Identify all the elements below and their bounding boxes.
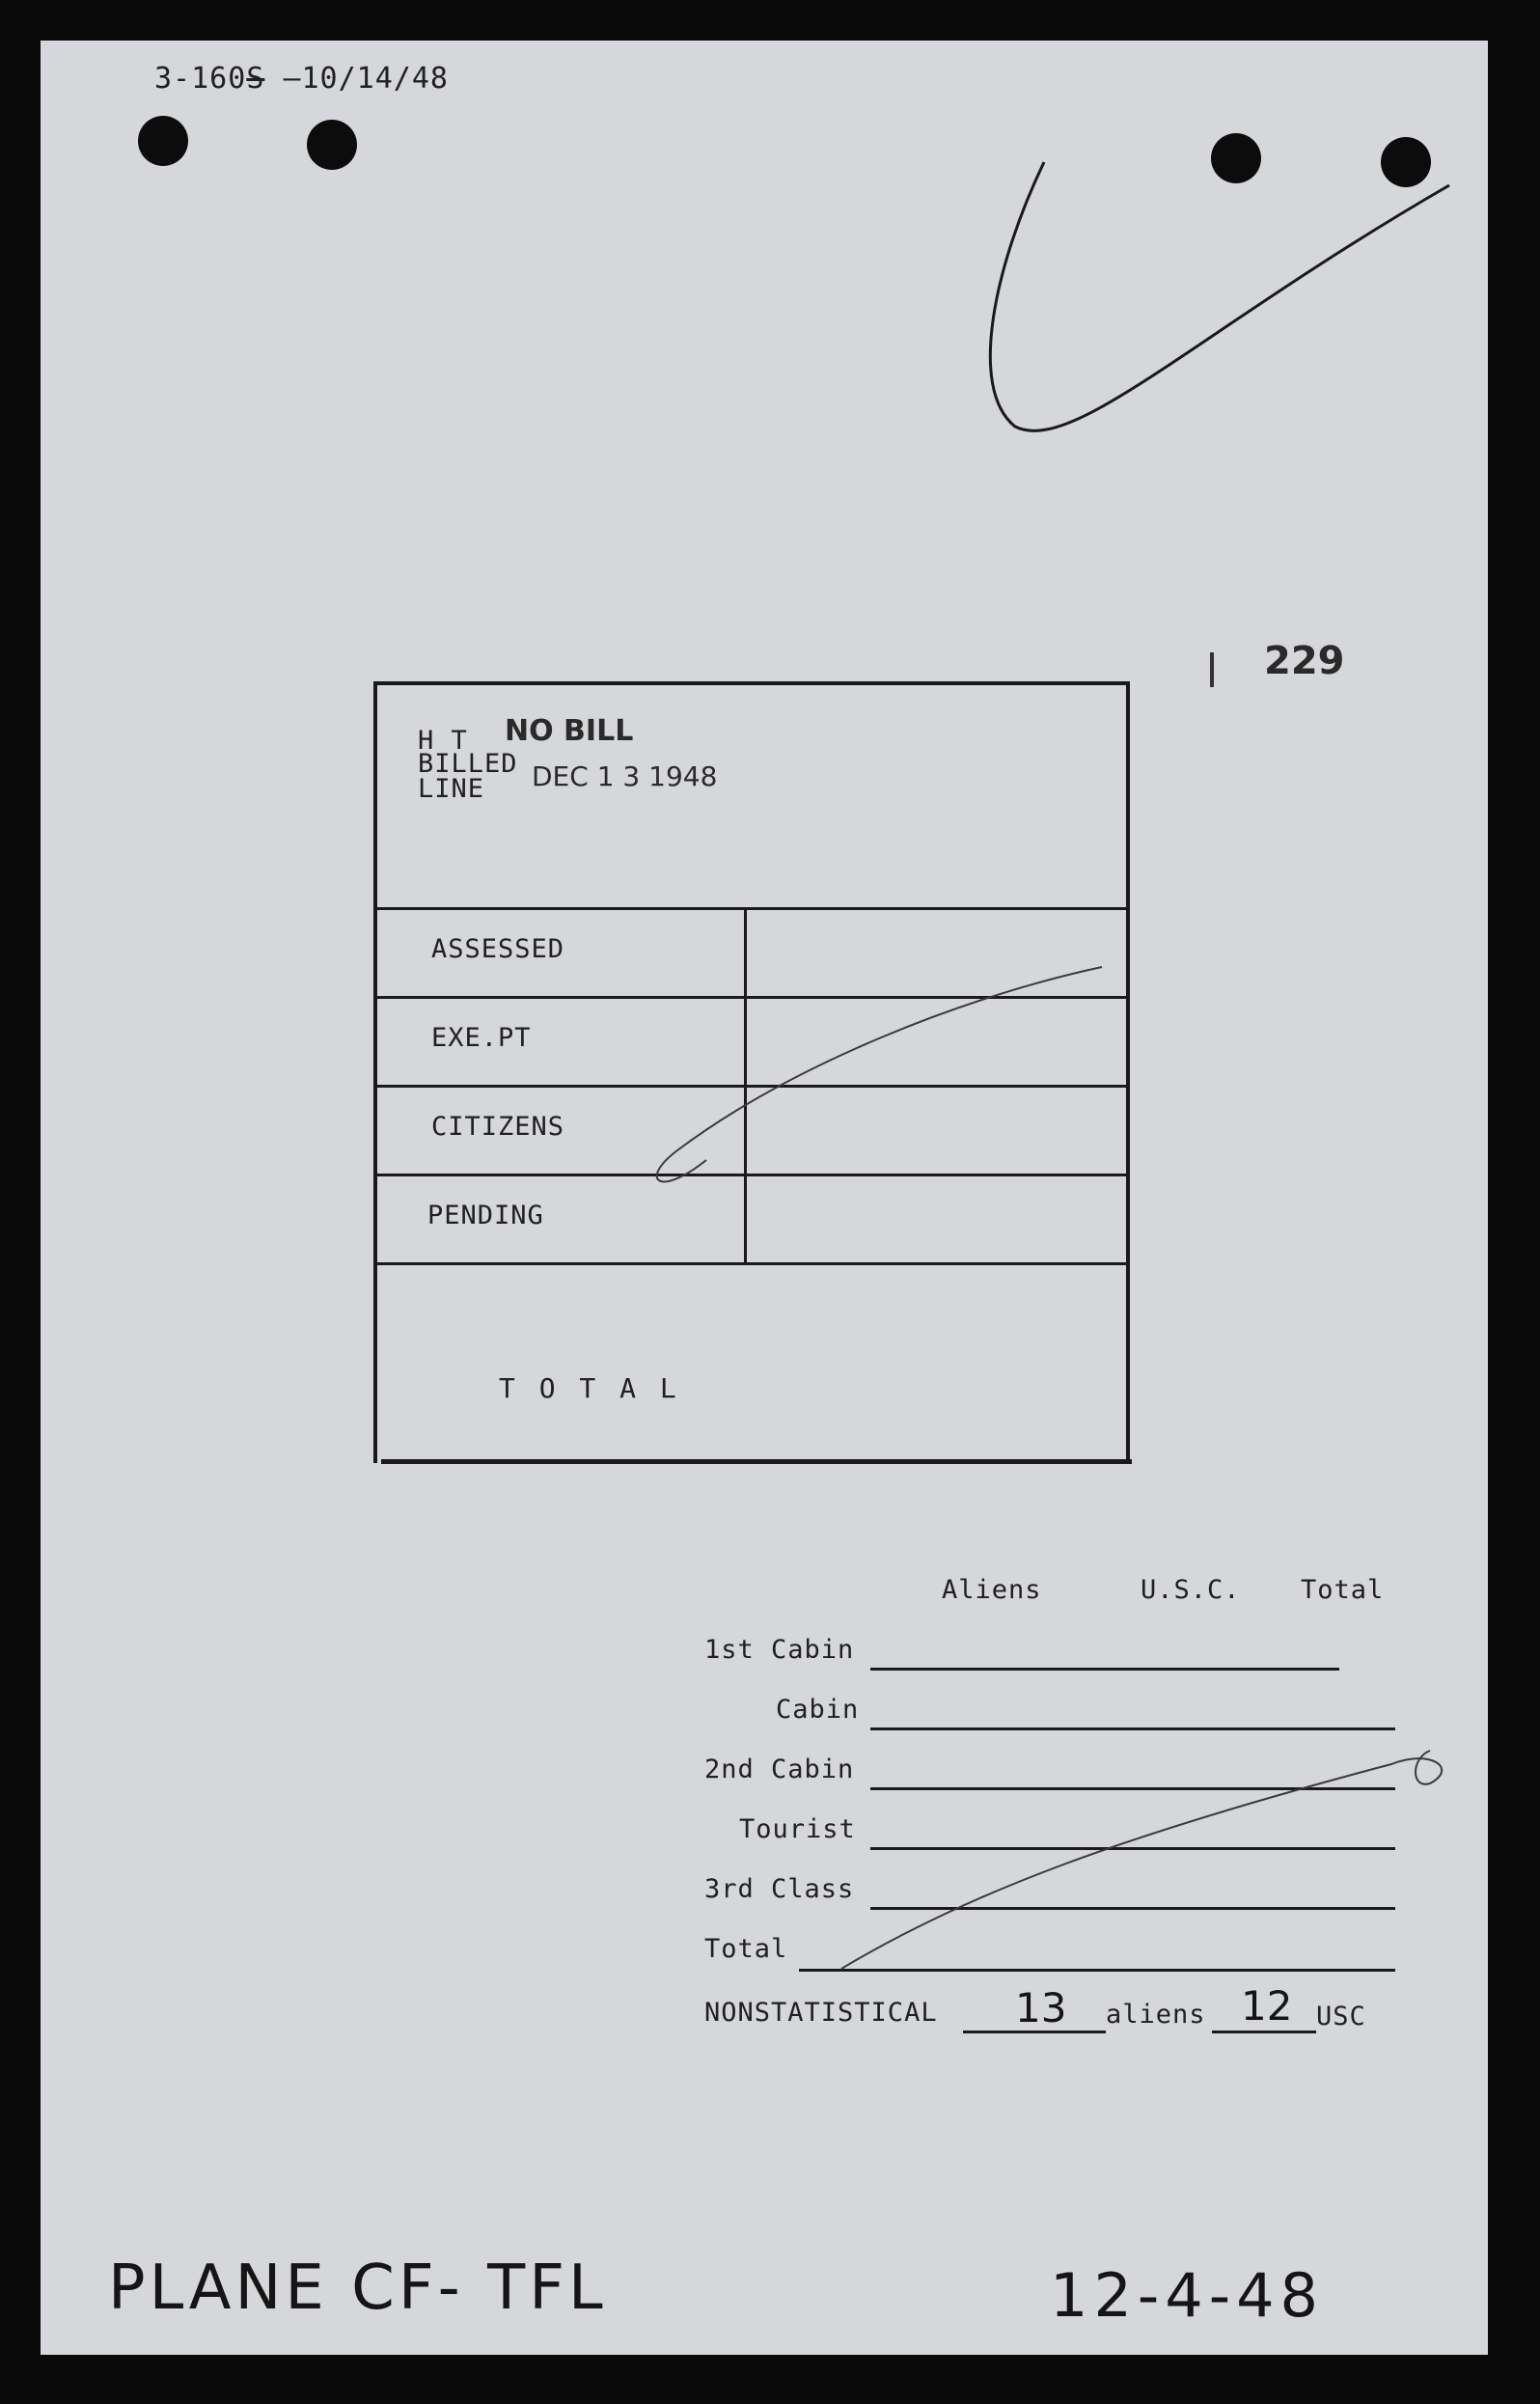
- table-check-stroke: [841, 1751, 1442, 1969]
- row-tourist: Tourist: [739, 1814, 856, 1844]
- billed-label: BILLED: [418, 749, 518, 779]
- date-stamp: DEC 1 3 1948: [532, 760, 718, 792]
- nonstatistical-usc-value: 12: [1241, 1982, 1293, 2030]
- row-citizens: CITIZENS: [431, 1112, 565, 1142]
- punch-hole: [307, 120, 357, 170]
- row-2nd-cabin: 2nd Cabin: [704, 1755, 855, 1784]
- total-label: T O T A L: [499, 1372, 680, 1404]
- form-header: 3-160S —10/14/48: [154, 62, 449, 96]
- punch-hole: [138, 116, 188, 166]
- aliens-label: aliens: [1106, 2000, 1206, 2030]
- large-check-stroke: [990, 162, 1449, 430]
- form-number-strikeout: S: [246, 62, 265, 96]
- handwritten-plane: PLANE CF- TFL: [108, 2252, 607, 2324]
- row-1st-cabin: 1st Cabin: [704, 1635, 855, 1665]
- row-pending: PENDING: [427, 1201, 544, 1230]
- row-assessed: ASSESSED: [431, 934, 565, 964]
- row-cabin: Cabin: [776, 1695, 860, 1725]
- ht-label: H T: [418, 726, 468, 756]
- sequence-number: 229: [1264, 639, 1345, 683]
- form-number: 3-160: [154, 62, 247, 96]
- col-total: Total: [1301, 1575, 1385, 1605]
- line-label: LINE: [418, 774, 485, 804]
- usc-label: USC: [1316, 2002, 1366, 2031]
- no-bill-stamp: NO BILL: [505, 714, 634, 748]
- col-aliens: Aliens: [942, 1575, 1042, 1605]
- form-date: 10/14/48: [301, 62, 449, 96]
- nonstatistical-label: NONSTATISTICAL: [704, 1998, 938, 2028]
- row-3rd-class: 3rd Class: [704, 1874, 855, 1904]
- billing-box: [373, 681, 1128, 1463]
- handwritten-date: 12-4-48: [1050, 2260, 1324, 2331]
- punch-hole: [1211, 133, 1261, 183]
- row-total: Total: [704, 1934, 788, 1964]
- sequence-mark: [1210, 652, 1214, 687]
- col-usc: U.S.C.: [1141, 1575, 1241, 1605]
- punch-hole: [1381, 137, 1431, 187]
- row-exempt: EXE.PT: [431, 1023, 532, 1053]
- document-page: [41, 41, 1488, 2355]
- nonstatistical-aliens-value: 13: [1015, 1984, 1067, 2031]
